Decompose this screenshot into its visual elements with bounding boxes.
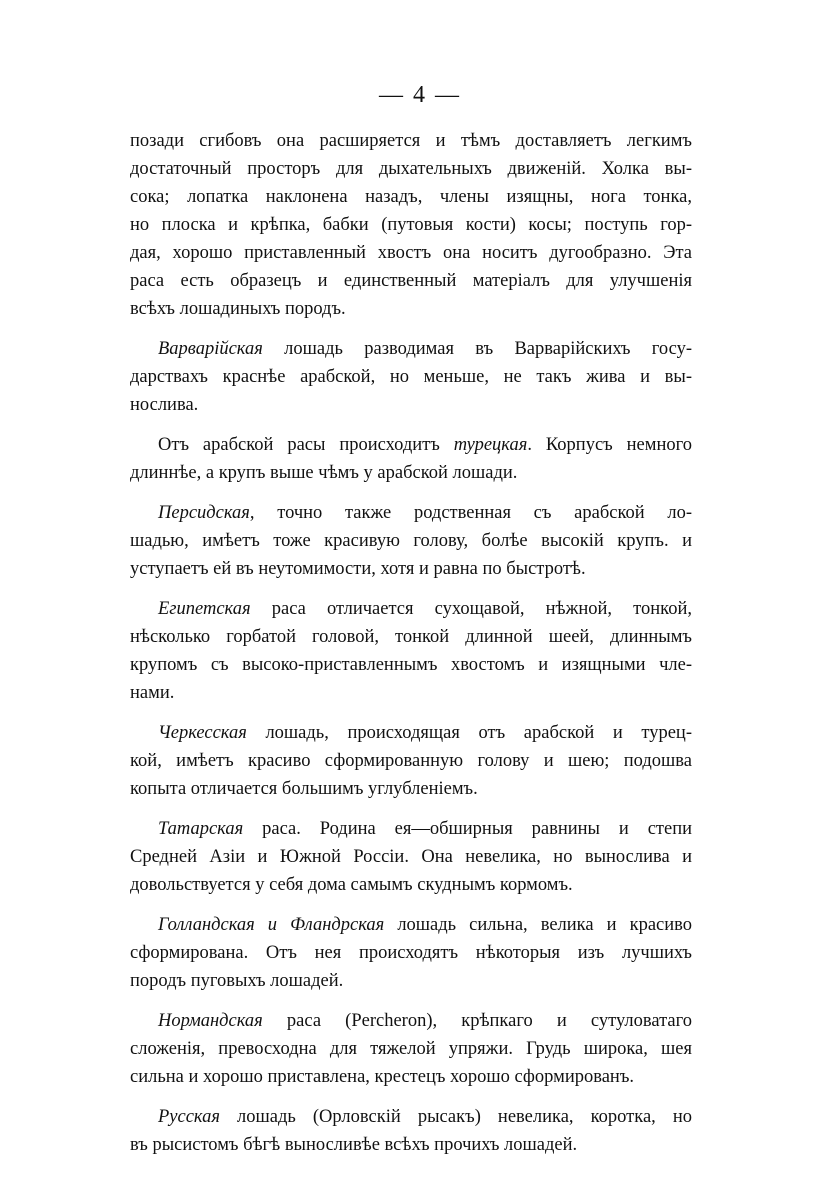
text-run: уступаетъ ей въ неутомимости, хотя и равна по быстротѣ. <box>130 559 586 579</box>
text-run: нами. <box>130 683 175 703</box>
italic-term: Черкесская <box>158 723 247 743</box>
text-run: раса. Родина ея—обширныя равнины и степи <box>243 819 692 839</box>
text-line <box>130 391 692 419</box>
text-run: Средней Азіи и Южной Россіи. Она невелика, но вынослива и <box>130 847 692 867</box>
text-run: нѣсколько горбатой головой, тонкой длинной шеей, длиннымъ <box>130 627 692 647</box>
text-line <box>130 719 692 747</box>
italic-term: Русская <box>158 1107 220 1127</box>
text-run: раса (Percheron), крѣпкаго и сутуловатаго <box>262 1011 692 1031</box>
text-run: . Корпусъ немного <box>527 435 692 455</box>
text-run: лошадь, происходящая отъ арабской и турец- <box>246 723 692 743</box>
text-run: лошадь разводимая въ Варварійскихъ госу- <box>262 339 692 359</box>
text-run: сильна и хорошо приставлена, крестецъ хорошо сформированъ. <box>130 1067 635 1087</box>
paragraph-turkish <box>130 431 692 487</box>
text-line <box>130 623 692 651</box>
text-line <box>130 211 692 239</box>
text-line <box>130 775 692 803</box>
text-line <box>130 595 692 623</box>
text-line <box>130 555 692 583</box>
text-line <box>130 1103 692 1131</box>
page-number: — 4 — <box>379 82 461 108</box>
text-line <box>130 239 692 267</box>
paragraph-dutch-flemish <box>130 911 692 995</box>
text-run: Отъ арабской расы происходитъ <box>158 435 454 455</box>
text-run: раса отличается сухощавой, нѣжной, тонкой, <box>250 599 692 619</box>
paragraph-circassian <box>130 719 692 803</box>
text-line <box>130 295 692 323</box>
text-run: крупомъ съ высоко-приставленнымъ хвостомъ и изящными чле- <box>130 655 692 675</box>
text-run: въ рысистомъ бѣгѣ выносливѣе всѣхъ прочихъ лошадей. <box>130 1135 578 1155</box>
text-run: дарствахъ краснѣе арабской, но меньше, не такъ жива и вы- <box>130 367 692 387</box>
italic-term: Варварійская <box>158 339 263 359</box>
text-run: шадью, имѣетъ тоже красивую голову, болѣе высокій крупъ. и <box>130 531 692 551</box>
text-line <box>130 651 692 679</box>
paragraph-arab-continued <box>130 127 692 323</box>
text-run: сложенія, превосходна для тяжелой упряжи. Грудь широка, шея <box>130 1039 692 1059</box>
text-run: лошадь сильна, велика и красиво <box>384 915 693 935</box>
text-line <box>130 155 692 183</box>
text-run: всѣхъ лошадиныхъ породъ. <box>130 299 346 319</box>
text-line <box>130 459 692 487</box>
italic-term: Персидская <box>158 503 250 523</box>
text-line <box>130 1035 692 1063</box>
text-line <box>130 499 692 527</box>
text-line <box>130 1131 692 1159</box>
text-line <box>130 335 692 363</box>
paragraph-tatar <box>130 815 692 899</box>
paragraph-norman <box>130 1007 692 1091</box>
paragraph-barbary <box>130 335 692 419</box>
text-run: достаточный просторъ для дыхательныхъ движеній. Холка вы- <box>130 159 692 179</box>
text-run: породъ пуговыхъ лошадей. <box>130 971 344 991</box>
italic-term: Татарская <box>158 819 244 839</box>
body-text <box>130 127 692 1171</box>
text-run: довольствуется у себя дома самымъ скуднымъ кормомъ. <box>130 875 573 895</box>
text-line <box>130 967 692 995</box>
text-run: но плоска и крѣпка, бабки (путовыя кости) косы; поступь гор- <box>130 215 692 235</box>
paragraph-russian <box>130 1103 692 1159</box>
text-run: лошадь (Орловскій рысакъ) невелика, коротка, но <box>219 1107 692 1127</box>
text-line <box>130 843 692 871</box>
text-line <box>130 815 692 843</box>
text-run: сока; лопатка наклонена назадъ, члены изящны, нога тонка, <box>130 187 692 207</box>
italic-term: Нормандская <box>158 1011 263 1031</box>
text-line <box>130 1063 692 1091</box>
text-run: нослива. <box>130 395 199 415</box>
paragraph-egyptian <box>130 595 692 707</box>
text-run: сформирована. Отъ нея происходятъ нѣкоторыя изъ лучшихъ <box>130 943 692 963</box>
text-line <box>130 939 692 967</box>
text-line <box>130 183 692 211</box>
text-line <box>130 679 692 707</box>
text-run: кой, имѣетъ красиво сформированную голову и шею; подошва <box>130 751 692 771</box>
text-line <box>130 127 692 155</box>
text-line <box>130 363 692 391</box>
text-run: раса есть образецъ и единственный матеріалъ для улучшенія <box>130 271 692 291</box>
text-line <box>130 911 692 939</box>
italic-term: Египетская <box>158 599 251 619</box>
text-run: дая, хорошо приставленный хвостъ она носитъ дугообразно. Эта <box>130 243 692 263</box>
paragraph-persian <box>130 499 692 583</box>
text-line <box>130 747 692 775</box>
italic-term: Голландская и Фландрская <box>158 915 385 935</box>
text-run: копыта отличается большимъ углубленіемъ. <box>130 779 478 799</box>
italic-term: турецкая <box>453 435 528 455</box>
text-run: позади сгибовъ она расширяется и тѣмъ доставляетъ легкимъ <box>130 131 692 151</box>
text-run: , точно также родственная съ арабской ло- <box>249 503 692 523</box>
text-line <box>130 267 692 295</box>
text-run: длиннѣе, а крупъ выше чѣмъ у арабской лошади. <box>130 463 518 483</box>
text-line <box>130 431 692 459</box>
text-line <box>130 871 692 899</box>
text-line <box>130 527 692 555</box>
text-line <box>130 1007 692 1035</box>
